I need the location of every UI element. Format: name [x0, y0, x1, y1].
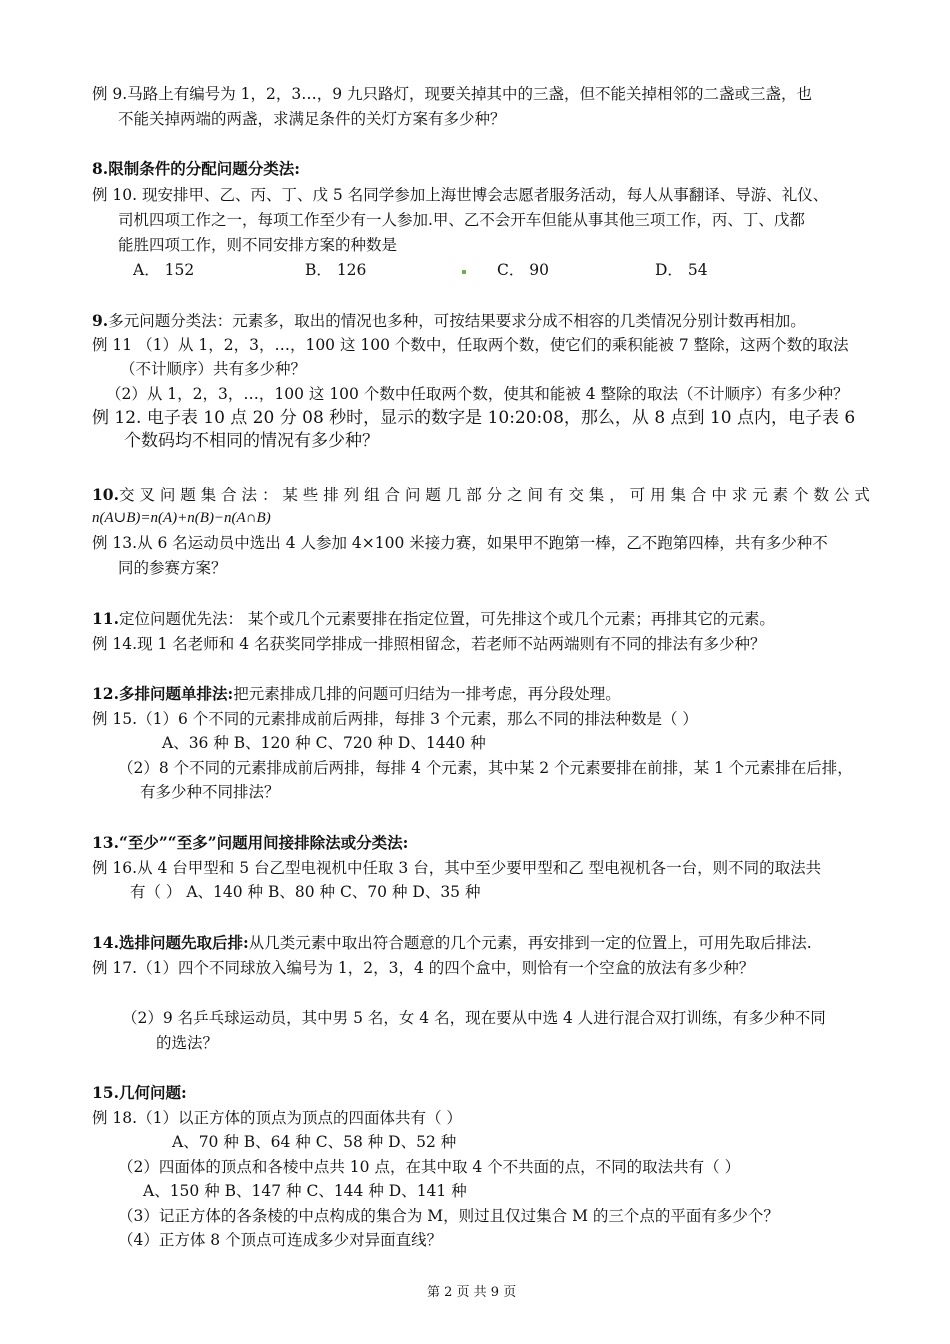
- section-14-title: 选排问题先取后排:: [118, 933, 249, 952]
- example-16-line-1: 例 16.从 4 台甲型和 5 台乙型电视机中任取 3 台，其中至少要甲型和乙 型电视机各一台，则不同的取法共: [92, 859, 822, 877]
- section-9-title: 多元问题分类法：元素多，取出的情况也多种，可按结果要求分成不相容的几类情况分别计数再相加。: [108, 312, 806, 330]
- example-18-line-3: （3）记正方体的各条棱的中点构成的集合为 M，则过且仅过集合 M 的三个点的平面有多少个？: [118, 1207, 779, 1225]
- example-17-line-1: 例 17.（1）四个不同球放入编号为 1，2，3，4 的四个盒中，则恰有一个空盒的放法有多少种？: [92, 959, 755, 977]
- example-18-line-2: （2）四面体的顶点和各棱中点共 10 点，在其中取 4 个不共面的点，不同的取法共有（ ）: [118, 1158, 741, 1176]
- example-18-options-1: A、70 种 B、64 种 C、58 种 D、52 种: [172, 1133, 457, 1151]
- example-18-options-2: A、150 种 B、147 种 C、144 种 D、141 种: [143, 1182, 467, 1200]
- section-9-number: 9.: [92, 311, 109, 330]
- section-15-title: 几何问题:: [118, 1083, 187, 1102]
- example-17-line-3: 的选法？: [156, 1034, 219, 1052]
- example-18-line-4: （4）正方体 8 个顶点可连成多少对异面直线？: [118, 1231, 443, 1249]
- example-17-line-2: （2）9 名乒乓球运动员，其中男 5 名，女 4 名，现在要从中选 4 人进行混合双打训练，有多少种不同: [122, 1009, 826, 1027]
- example-9-line-1: 例 9.马路上有编号为 1，2，3…，9 九只路灯，现要关掉其中的三盏，但不能关掉相邻的二盏或三盏，也: [92, 85, 813, 103]
- example-13-line-2: 同的参赛方案？: [118, 559, 227, 577]
- example-10-option-b: B． 126: [305, 261, 367, 279]
- example-15-line-3: （2）8 个不同的元素排成前后两排，每排 4 个元素，其中某 2 个元素要排在前排，某 1 个元素排在后排，: [118, 759, 853, 777]
- example-13-line-1: 例 13.从 6 名运动员中选出 4 人参加 4×100 米接力赛，如果甲不跑第一棒，乙不跑第四棒，共有多少种不: [92, 534, 828, 552]
- example-10-option-d: D． 54: [655, 261, 708, 279]
- green-dot-mark: [462, 270, 466, 274]
- section-9-heading: [92, 311, 806, 331]
- example-15-line-1: 例 15.（1）6 个不同的元素排成前后两排，每排 3 个元素，那么不同的排法种数是（ ）: [92, 710, 698, 728]
- section-14-rest: 从几类元素中取出符合题意的几个元素，再安排到一定的位置上，可用先取后排法.: [248, 934, 812, 952]
- example-10-line-1: 例 10. 现安排甲、乙、丙、丁、戊 5 名同学参加上海世博会志愿者服务活动，每人从事翻译、导游、礼仪、: [92, 186, 829, 204]
- section-10-number: 10.: [92, 485, 119, 504]
- section-15-number: 15.: [92, 1083, 119, 1102]
- example-15-options: A、36 种 B、120 种 C、720 种 D、1440 种: [162, 734, 486, 752]
- example-12-line-1: 例 12. 电子表 10 点 20 分 08 秒时，显示的数字是 10:20:08，那么，从 8 点到 10 点内，电子表 6: [92, 408, 856, 428]
- section-8-number: 8.: [92, 159, 109, 178]
- page-footer: 第 2 页 共 9 页: [427, 1285, 517, 1300]
- example-16-line-2: 有（ ） A、140 种 B、80 种 C、70 种 D、35 种: [130, 883, 481, 901]
- section-8-title: 限制条件的分配问题分类法:: [108, 159, 300, 178]
- section-10-heading: [92, 485, 870, 505]
- example-12-line-2: 个数码均不相同的情况有多少种？: [124, 431, 379, 451]
- example-15-line-4: 有多少种不同排法？: [140, 783, 280, 801]
- example-9-line-2: 不能关掉两端的两盏，求满足条件的关灯方案有多少种？: [118, 110, 506, 128]
- example-10-option-a: A． 152: [133, 261, 195, 279]
- section-11-title: 定位问题优先法： 某个或几个元素要排在指定位置，可先排这个或几个元素；再排其它的元素。: [118, 610, 775, 628]
- example-10-option-c: C． 90: [497, 261, 550, 279]
- example-11-line-1: 例 11 （1）从 1，2，3，…，100 这 100 个数中，任取两个数，使它们的乘积能被 7 整除，这两个数的取法: [92, 336, 849, 354]
- section-12-title: 多排问题单排法:: [118, 684, 234, 703]
- section-12-number: 12.: [92, 684, 119, 703]
- example-11-line-3: （2）从 1，2，3，…，100 这 100 个数中任取两个数，使其和能被 4 整除的取法（不计顺序）有多少种？: [106, 385, 849, 403]
- section-15-heading: [92, 1083, 187, 1103]
- section-11-heading: [92, 609, 775, 629]
- section-13-number: 13.: [92, 833, 119, 852]
- section-14-heading: [92, 933, 812, 953]
- section-12-rest: 把元素排成几排的问题可归结为一排考虑，再分段处理。: [233, 685, 621, 703]
- set-union-formula: n(A∪B)=n(A)+n(B)−n(A∩B): [92, 510, 271, 526]
- example-10-line-2: 司机四项工作之一，每项工作至少有一人参加.甲、乙不会开车但能从事其他三项工作，丙、丁、戊都: [118, 211, 805, 229]
- example-10-line-3: 能胜四项工作，则不同安排方案的种数是: [118, 236, 398, 254]
- example-11-line-2: （不计顺序）共有多少种？: [120, 360, 307, 378]
- section-12-heading: [92, 684, 621, 704]
- section-14-number: 14.: [92, 933, 119, 952]
- section-13-title: “至少”“至多”问题用间接排除法或分类法:: [118, 833, 409, 852]
- section-8-heading: [92, 159, 300, 179]
- example-14-line-1: 例 14.现 1 名老师和 4 名获奖同学排成一排照相留念，若老师不站两端则有不同的排法有多少种？: [92, 635, 766, 653]
- section-13-heading: [92, 833, 408, 853]
- section-11-number: 11.: [92, 609, 119, 628]
- section-10-title: 交 叉 问 题 集 合 法 ： 某 些 排 列 组 合 问 题 几 部 分 之 间 有 交 集 ， 可 用 集 合 中 求 元 素 个 数 公 式: [118, 486, 870, 504]
- example-18-line-1: 例 18.（1）以正方体的顶点为顶点的四面体共有（ ）: [92, 1109, 462, 1127]
